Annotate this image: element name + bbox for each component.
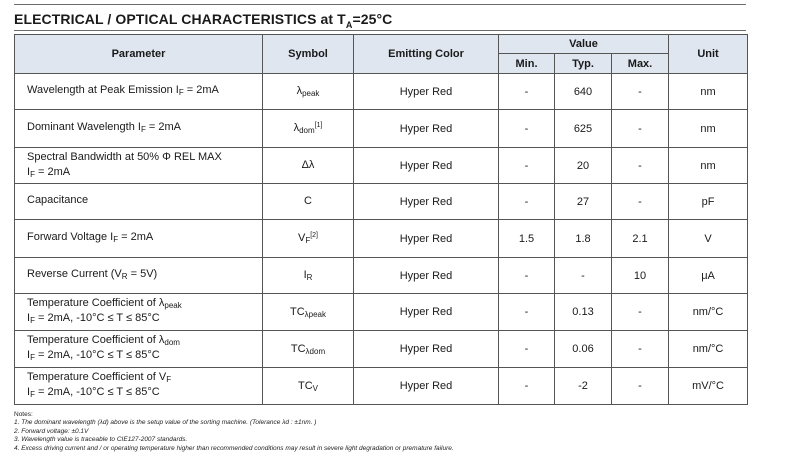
parameter-text: Temperature Coefficient of λ (27, 334, 165, 346)
cell-unit: pF (669, 184, 748, 220)
cell-min: - (499, 110, 555, 148)
cell-symbol (263, 220, 354, 258)
parameter-subscript: peak (164, 301, 182, 310)
symbol-text: λ (293, 122, 300, 134)
cell-max: - (612, 74, 669, 110)
note-item: 4. Excess driving current and / or operating temperature higher than recommended conditions may result in severe light degradation or premature failure. (14, 444, 454, 452)
parameter-subscript: dom (164, 338, 180, 347)
cell-unit: nm/°C (669, 331, 748, 368)
cell-typ: - (555, 258, 612, 294)
table-row (15, 220, 748, 258)
header-symbol: Symbol (263, 35, 354, 74)
cell-max: - (612, 110, 669, 148)
parameter-line2-condition: = 2mA, -10°C ≤ T ≤ 85°C (34, 349, 160, 361)
cell-min: - (499, 258, 555, 294)
cell-symbol (263, 258, 354, 294)
header-max: Max. (612, 54, 669, 74)
cell-typ: 640 (555, 74, 612, 110)
header-emitting-color: Emitting Color (354, 35, 499, 74)
cell-parameter (15, 220, 263, 258)
parameter-line2-condition: = 2mA, -10°C ≤ T ≤ 85°C (34, 386, 160, 398)
cell-typ: 20 (555, 148, 612, 184)
cell-typ: 625 (555, 110, 612, 148)
note-item: 1. The dominant wavelength (λd) above is the setup value of the sorting machine. (Tolerance λd : ±1nm. ) (14, 419, 317, 427)
cell-min: 1.5 (499, 220, 555, 258)
parameter-condition: = 5V) (127, 268, 158, 280)
cell-max: - (612, 184, 669, 220)
top-rule (14, 4, 746, 5)
cell-parameter (15, 331, 263, 368)
cell-min: - (499, 368, 555, 405)
note-item: 3. Wavelength value is traceable to CIE127-2007 standards. (14, 436, 188, 444)
parameter-subscript: F (140, 125, 146, 134)
symbol-note-ref: [2] (310, 232, 319, 239)
cell-parameter (15, 148, 263, 184)
parameter-condition: = 2mA (118, 231, 154, 243)
symbol-subscript: λpeak (304, 309, 327, 319)
table-row (15, 331, 748, 368)
parameter-text: Temperature Coefficient of V (27, 371, 167, 383)
parameter-condition: = 2mA (183, 84, 219, 96)
table-row (15, 294, 748, 331)
cell-parameter (15, 184, 263, 220)
cell-emitting-color: Hyper Red (354, 294, 499, 331)
cell-unit: nm (669, 74, 748, 110)
parameter-text: Dominant Wavelength I (27, 121, 141, 133)
cell-parameter (15, 258, 263, 294)
cell-unit: μA (669, 258, 748, 294)
cell-unit: mV/°C (669, 368, 748, 405)
symbol-note-ref: [1] (314, 122, 323, 129)
parameter-subscript: F (178, 88, 184, 97)
cell-emitting-color: Hyper Red (354, 184, 499, 220)
cell-symbol (263, 368, 354, 405)
parameter-line2-condition: = 2mA, -10°C ≤ T ≤ 85°C (34, 312, 160, 324)
symbol-subscript: V (312, 383, 318, 393)
header-unit: Unit (669, 35, 748, 74)
parameter-text: Wavelength at Peak Emission I (27, 84, 179, 96)
header-typ: Typ. (555, 54, 612, 74)
cell-symbol (263, 148, 354, 184)
cell-emitting-color: Hyper Red (354, 74, 499, 110)
symbol-subscript: λdom (305, 346, 326, 356)
symbol-text: C (304, 195, 312, 207)
table-row (15, 184, 748, 220)
cell-emitting-color: Hyper Red (354, 220, 499, 258)
cell-min: - (499, 331, 555, 368)
cell-emitting-color: Hyper Red (354, 258, 499, 294)
notes-heading: Notes: (14, 411, 33, 418)
parameter-subscript: F (166, 375, 172, 384)
table-row (15, 110, 748, 148)
parameter-line2: I (27, 386, 31, 398)
parameter-subscript: F (113, 235, 119, 244)
cell-emitting-color: Hyper Red (354, 148, 499, 184)
symbol-text: I (303, 269, 307, 281)
symbol-subscript: R (306, 273, 313, 282)
cell-min: - (499, 184, 555, 220)
cell-unit: nm/°C (669, 294, 748, 331)
cell-max: - (612, 331, 669, 368)
parameter-text: Forward Voltage I (27, 231, 114, 243)
header-value: Value (499, 35, 669, 54)
parameter-line2: I (27, 312, 31, 324)
cell-emitting-color: Hyper Red (354, 110, 499, 148)
cell-symbol (263, 294, 354, 331)
cell-min: - (499, 74, 555, 110)
symbol-text: TC (290, 342, 306, 355)
symbol-text: TC (297, 379, 313, 392)
page-title: ELECTRICAL / OPTICAL CHARACTERISTICS at $T_A=25^\circ C$ (14, 11, 393, 30)
symbol-subscript: dom (299, 126, 315, 135)
cell-typ: 27 (555, 184, 612, 220)
table-row (15, 258, 748, 294)
cell-emitting-color: Hyper Red (354, 368, 499, 405)
cell-min: - (499, 148, 555, 184)
parameter-line2-subscript: F (30, 316, 35, 325)
parameter-condition: = 2mA (145, 121, 181, 133)
cell-min: - (499, 294, 555, 331)
cell-parameter (15, 368, 263, 405)
notes (14, 411, 454, 453)
parameter-text: Capacitance (27, 194, 89, 206)
header-parameter: Parameter (15, 35, 263, 74)
header-min: Min. (499, 54, 555, 74)
cell-parameter (15, 110, 263, 148)
cell-symbol (263, 74, 354, 110)
cell-unit: nm (669, 148, 748, 184)
parameter-line2-subscript: F (30, 390, 35, 399)
cell-typ: 0.06 (555, 331, 612, 368)
parameter-line2-condition: = 2mA (34, 165, 71, 178)
parameter-text: Spectral Bandwidth at 50% Φ REL MAX (27, 150, 222, 163)
symbol-subscript: F (305, 236, 311, 245)
characteristics-table (14, 34, 748, 405)
cell-max: - (612, 294, 669, 331)
note-item: 2. Forward voltage: ±0.1V (14, 427, 89, 435)
cell-parameter (15, 294, 263, 331)
cell-symbol (263, 110, 354, 148)
parameter-line2-subscript: F (30, 169, 35, 179)
cell-typ: -2 (555, 368, 612, 405)
title-rule (14, 30, 746, 31)
cell-max: - (612, 368, 669, 405)
parameter-subscript: R (121, 272, 128, 281)
table-row (15, 74, 748, 110)
parameter-text: Reverse Current (V (27, 268, 122, 280)
parameter-line2-subscript: F (30, 353, 35, 362)
symbol-text: V (297, 232, 306, 244)
cell-typ: 1.8 (555, 220, 612, 258)
symbol-subscript: peak (302, 89, 320, 98)
cell-unit: nm (669, 110, 748, 148)
cell-max: - (612, 148, 669, 184)
cell-max: 10 (612, 258, 669, 294)
cell-symbol (263, 331, 354, 368)
symbol-text: Δλ (301, 159, 315, 171)
parameter-line2: I (27, 349, 31, 361)
parameter-line2: I (27, 165, 31, 178)
cell-typ: 0.13 (555, 294, 612, 331)
cell-symbol (263, 184, 354, 220)
symbol-text: TC (289, 305, 305, 318)
parameter-text: Temperature Coefficient of λ (27, 297, 165, 309)
cell-emitting-color: Hyper Red (354, 331, 499, 368)
cell-unit: V (669, 220, 748, 258)
symbol-text: λ (296, 85, 303, 97)
table-row (15, 148, 748, 184)
table-row (15, 368, 748, 405)
cell-max: 2.1 (612, 220, 669, 258)
cell-parameter (15, 74, 263, 110)
